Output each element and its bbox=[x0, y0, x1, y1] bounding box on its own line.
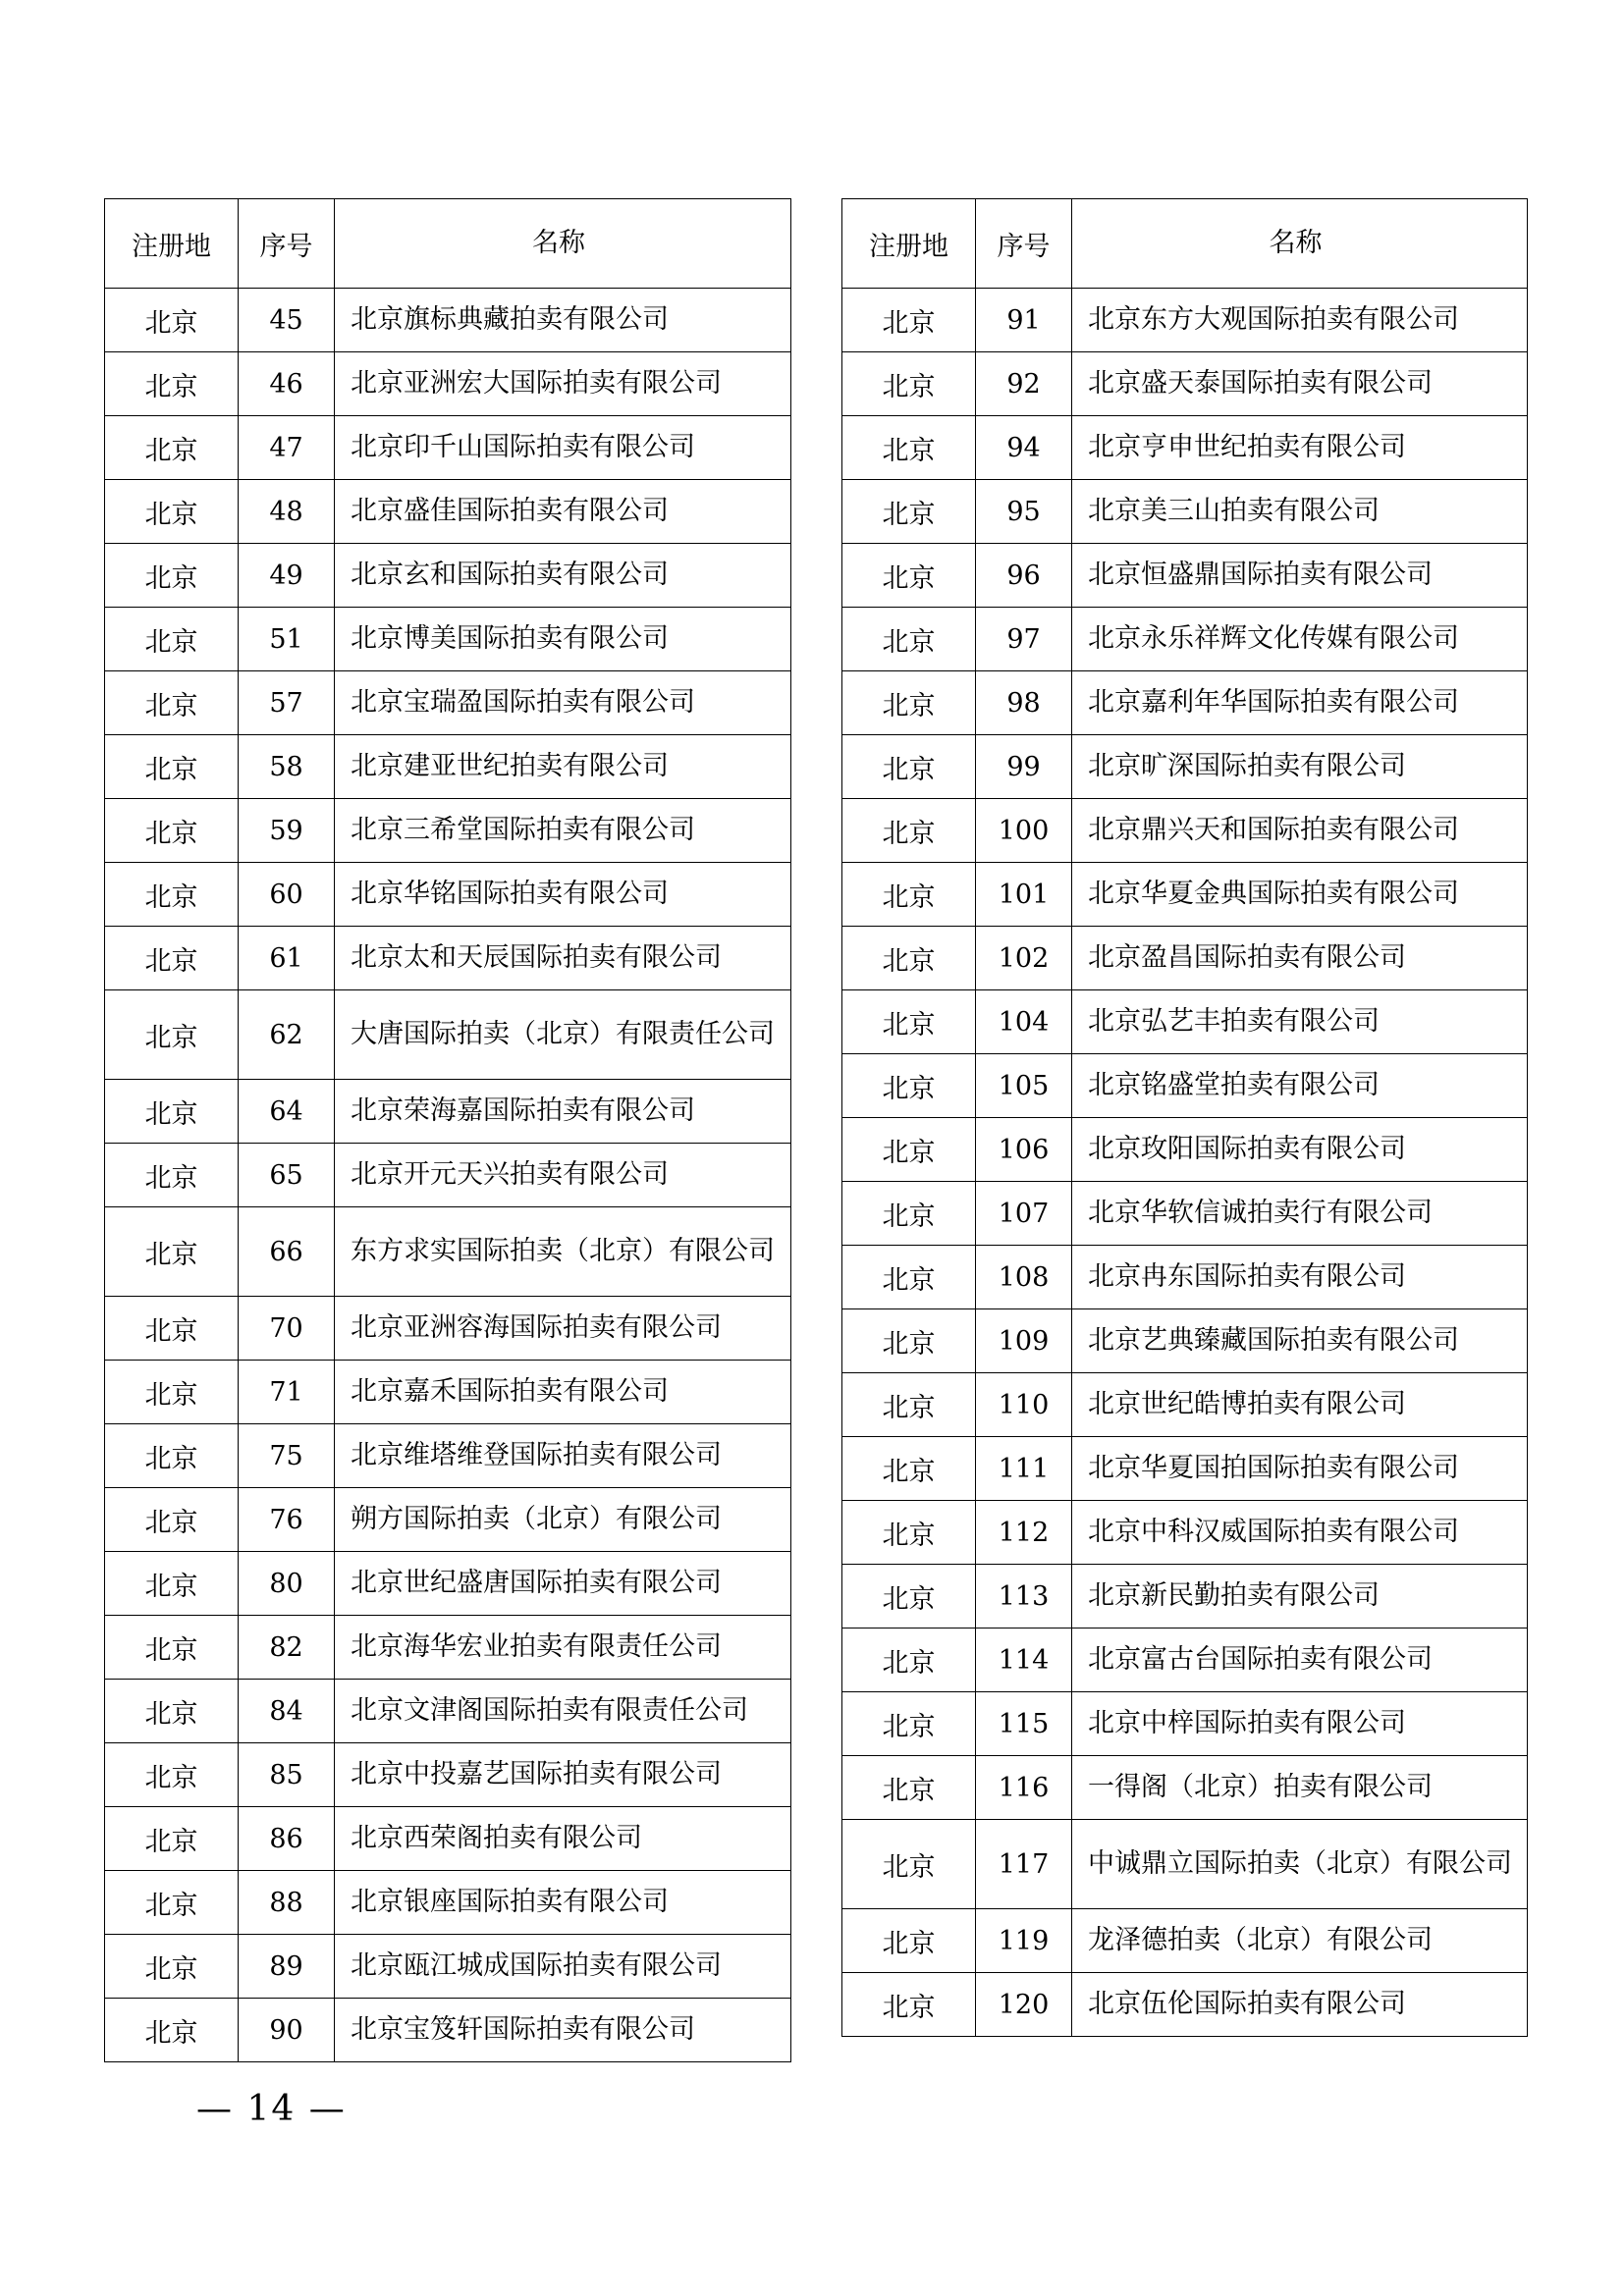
table-row bbox=[842, 1501, 1528, 1565]
cell-name: 北京宝笈轩国际拍卖有限公司 bbox=[335, 1999, 791, 2062]
cell-region: 北京 bbox=[842, 671, 976, 735]
table-row bbox=[105, 480, 791, 544]
cell-seq: 60 bbox=[239, 863, 335, 927]
cell-region: 北京 bbox=[105, 671, 239, 735]
table-row bbox=[842, 1629, 1528, 1692]
cell-region: 北京 bbox=[105, 1616, 239, 1680]
cell-name: 北京华夏国拍国际拍卖有限公司 bbox=[1072, 1437, 1528, 1501]
table-row bbox=[842, 799, 1528, 863]
cell-seq: 109 bbox=[976, 1309, 1072, 1373]
cell-region: 北京 bbox=[105, 608, 239, 671]
cell-name: 北京冉东国际拍卖有限公司 bbox=[1072, 1246, 1528, 1309]
cell-region: 北京 bbox=[842, 352, 976, 416]
cell-region: 北京 bbox=[105, 1935, 239, 1999]
cell-name: 北京盛天泰国际拍卖有限公司 bbox=[1072, 352, 1528, 416]
table-row bbox=[842, 1820, 1528, 1909]
cell-seq: 101 bbox=[976, 863, 1072, 927]
cell-region: 北京 bbox=[105, 416, 239, 480]
cell-seq: 96 bbox=[976, 544, 1072, 608]
cell-name: 北京海华宏业拍卖有限责任公司 bbox=[335, 1616, 791, 1680]
cell-region: 北京 bbox=[842, 289, 976, 352]
cell-region: 北京 bbox=[105, 1552, 239, 1616]
cell-name: 北京美三山拍卖有限公司 bbox=[1072, 480, 1528, 544]
table-row bbox=[842, 1309, 1528, 1373]
cell-seq: 51 bbox=[239, 608, 335, 671]
table-row bbox=[842, 863, 1528, 927]
table-header-row bbox=[842, 199, 1528, 289]
cell-name: 北京恒盛鼎国际拍卖有限公司 bbox=[1072, 544, 1528, 608]
cell-seq: 98 bbox=[976, 671, 1072, 735]
cell-name: 北京荣海嘉国际拍卖有限公司 bbox=[335, 1080, 791, 1144]
cell-name: 北京建亚世纪拍卖有限公司 bbox=[335, 735, 791, 799]
table-row bbox=[105, 1999, 791, 2062]
table-row bbox=[842, 480, 1528, 544]
table-row bbox=[105, 1297, 791, 1361]
cell-region: 北京 bbox=[842, 1973, 976, 2037]
header-name: 名称 bbox=[1072, 199, 1528, 289]
cell-name: 北京华铭国际拍卖有限公司 bbox=[335, 863, 791, 927]
cell-seq: 71 bbox=[239, 1361, 335, 1424]
table-body-left bbox=[105, 289, 791, 2062]
table-row bbox=[105, 735, 791, 799]
page-number: — 14 — bbox=[196, 2089, 347, 2129]
table-row bbox=[105, 1424, 791, 1488]
cell-region: 北京 bbox=[105, 289, 239, 352]
cell-name: 北京华软信诚拍卖行有限公司 bbox=[1072, 1182, 1528, 1246]
cell-region: 北京 bbox=[105, 1207, 239, 1297]
cell-seq: 106 bbox=[976, 1118, 1072, 1182]
cell-region: 北京 bbox=[105, 1144, 239, 1207]
table-row bbox=[842, 352, 1528, 416]
cell-seq: 115 bbox=[976, 1692, 1072, 1756]
cell-region: 北京 bbox=[842, 1909, 976, 1973]
cell-seq: 99 bbox=[976, 735, 1072, 799]
cell-name: 龙泽德拍卖（北京）有限公司 bbox=[1072, 1909, 1528, 1973]
cell-name: 北京中科汉威国际拍卖有限公司 bbox=[1072, 1501, 1528, 1565]
cell-region: 北京 bbox=[105, 799, 239, 863]
cell-region: 北京 bbox=[842, 1820, 976, 1909]
cell-name: 北京华夏金典国际拍卖有限公司 bbox=[1072, 863, 1528, 927]
cell-region: 北京 bbox=[105, 735, 239, 799]
table-row bbox=[842, 1118, 1528, 1182]
cell-name: 北京富古台国际拍卖有限公司 bbox=[1072, 1629, 1528, 1692]
cell-seq: 116 bbox=[976, 1756, 1072, 1820]
cell-region: 北京 bbox=[105, 990, 239, 1080]
cell-seq: 46 bbox=[239, 352, 335, 416]
cell-region: 北京 bbox=[842, 1565, 976, 1629]
table-row bbox=[105, 1361, 791, 1424]
cell-seq: 89 bbox=[239, 1935, 335, 1999]
cell-region: 北京 bbox=[105, 1080, 239, 1144]
cell-seq: 65 bbox=[239, 1144, 335, 1207]
table-row bbox=[842, 1246, 1528, 1309]
cell-name: 北京玫阳国际拍卖有限公司 bbox=[1072, 1118, 1528, 1182]
table-row bbox=[842, 1437, 1528, 1501]
cell-region: 北京 bbox=[842, 1182, 976, 1246]
cell-name: 北京开元天兴拍卖有限公司 bbox=[335, 1144, 791, 1207]
cell-name: 北京艺典臻藏国际拍卖有限公司 bbox=[1072, 1309, 1528, 1373]
cell-region: 北京 bbox=[842, 863, 976, 927]
cell-name: 北京文津阁国际拍卖有限责任公司 bbox=[335, 1680, 791, 1743]
table-row bbox=[105, 1552, 791, 1616]
cell-seq: 91 bbox=[976, 289, 1072, 352]
cell-region: 北京 bbox=[842, 1246, 976, 1309]
cell-region: 北京 bbox=[105, 1361, 239, 1424]
cell-seq: 70 bbox=[239, 1297, 335, 1361]
table-row bbox=[105, 1080, 791, 1144]
table-row bbox=[842, 927, 1528, 990]
table-row bbox=[105, 1616, 791, 1680]
cell-region: 北京 bbox=[105, 863, 239, 927]
table-row bbox=[842, 1909, 1528, 1973]
cell-name: 北京中投嘉艺国际拍卖有限公司 bbox=[335, 1743, 791, 1807]
cell-seq: 62 bbox=[239, 990, 335, 1080]
cell-seq: 112 bbox=[976, 1501, 1072, 1565]
cell-seq: 110 bbox=[976, 1373, 1072, 1437]
table-row bbox=[105, 1680, 791, 1743]
table-row bbox=[105, 1935, 791, 1999]
table-row bbox=[842, 1373, 1528, 1437]
cell-seq: 113 bbox=[976, 1565, 1072, 1629]
table-row bbox=[105, 671, 791, 735]
cell-region: 北京 bbox=[842, 1629, 976, 1692]
table-row bbox=[105, 416, 791, 480]
header-region: 注册地 bbox=[105, 199, 239, 289]
table-row bbox=[105, 927, 791, 990]
cell-name: 北京三希堂国际拍卖有限公司 bbox=[335, 799, 791, 863]
cell-seq: 104 bbox=[976, 990, 1072, 1054]
cell-seq: 61 bbox=[239, 927, 335, 990]
table-row bbox=[842, 1692, 1528, 1756]
cell-seq: 76 bbox=[239, 1488, 335, 1552]
cell-seq: 59 bbox=[239, 799, 335, 863]
cell-seq: 48 bbox=[239, 480, 335, 544]
cell-name: 北京亚洲容海国际拍卖有限公司 bbox=[335, 1297, 791, 1361]
cell-region: 北京 bbox=[105, 1871, 239, 1935]
cell-seq: 57 bbox=[239, 671, 335, 735]
cell-region: 北京 bbox=[842, 1501, 976, 1565]
table-row bbox=[105, 352, 791, 416]
table-row bbox=[842, 608, 1528, 671]
cell-region: 北京 bbox=[842, 608, 976, 671]
cell-name: 朔方国际拍卖（北京）有限公司 bbox=[335, 1488, 791, 1552]
cell-name: 中诚鼎立国际拍卖（北京）有限公司 bbox=[1072, 1820, 1528, 1909]
cell-region: 北京 bbox=[105, 1807, 239, 1871]
cell-region: 北京 bbox=[842, 799, 976, 863]
table-row bbox=[105, 1871, 791, 1935]
cell-seq: 88 bbox=[239, 1871, 335, 1935]
table-row bbox=[842, 671, 1528, 735]
cell-name: 北京瓯江城成国际拍卖有限公司 bbox=[335, 1935, 791, 1999]
cell-name: 北京世纪盛唐国际拍卖有限公司 bbox=[335, 1552, 791, 1616]
table-row bbox=[105, 990, 791, 1080]
cell-region: 北京 bbox=[105, 1424, 239, 1488]
cell-region: 北京 bbox=[842, 1437, 976, 1501]
table-row bbox=[842, 544, 1528, 608]
table-row bbox=[105, 799, 791, 863]
table-row bbox=[105, 1807, 791, 1871]
cell-seq: 94 bbox=[976, 416, 1072, 480]
cell-region: 北京 bbox=[105, 1743, 239, 1807]
cell-name: 北京玄和国际拍卖有限公司 bbox=[335, 544, 791, 608]
cell-name: 北京博美国际拍卖有限公司 bbox=[335, 608, 791, 671]
cell-name: 北京维塔维登国际拍卖有限公司 bbox=[335, 1424, 791, 1488]
cell-name: 北京西荣阁拍卖有限公司 bbox=[335, 1807, 791, 1871]
cell-name: 北京亚洲宏大国际拍卖有限公司 bbox=[335, 352, 791, 416]
cell-seq: 85 bbox=[239, 1743, 335, 1807]
cell-name: 北京伍伦国际拍卖有限公司 bbox=[1072, 1973, 1528, 2037]
table-header-row bbox=[105, 199, 791, 289]
cell-seq: 47 bbox=[239, 416, 335, 480]
cell-seq: 58 bbox=[239, 735, 335, 799]
cell-name: 北京亨申世纪拍卖有限公司 bbox=[1072, 416, 1528, 480]
cell-region: 北京 bbox=[842, 1756, 976, 1820]
cell-seq: 108 bbox=[976, 1246, 1072, 1309]
cell-region: 北京 bbox=[105, 927, 239, 990]
cell-region: 北京 bbox=[842, 1692, 976, 1756]
cell-name: 北京世纪皓博拍卖有限公司 bbox=[1072, 1373, 1528, 1437]
company-table-right bbox=[841, 198, 1528, 2037]
cell-region: 北京 bbox=[842, 990, 976, 1054]
table-row bbox=[842, 416, 1528, 480]
cell-region: 北京 bbox=[105, 1999, 239, 2062]
cell-region: 北京 bbox=[105, 1297, 239, 1361]
cell-seq: 45 bbox=[239, 289, 335, 352]
cell-name: 北京盛佳国际拍卖有限公司 bbox=[335, 480, 791, 544]
table-row bbox=[842, 990, 1528, 1054]
table-row bbox=[842, 289, 1528, 352]
cell-region: 北京 bbox=[842, 927, 976, 990]
cell-name: 北京嘉禾国际拍卖有限公司 bbox=[335, 1361, 791, 1424]
cell-seq: 120 bbox=[976, 1973, 1072, 2037]
cell-seq: 66 bbox=[239, 1207, 335, 1297]
cell-name: 北京中梓国际拍卖有限公司 bbox=[1072, 1692, 1528, 1756]
table-row bbox=[105, 1144, 791, 1207]
cell-name: 北京盈昌国际拍卖有限公司 bbox=[1072, 927, 1528, 990]
cell-seq: 107 bbox=[976, 1182, 1072, 1246]
cell-name: 北京旷深国际拍卖有限公司 bbox=[1072, 735, 1528, 799]
table-row bbox=[842, 1565, 1528, 1629]
cell-region: 北京 bbox=[842, 416, 976, 480]
cell-name: 北京旗标典藏拍卖有限公司 bbox=[335, 289, 791, 352]
table-row bbox=[105, 544, 791, 608]
cell-region: 北京 bbox=[105, 352, 239, 416]
header-region: 注册地 bbox=[842, 199, 976, 289]
cell-region: 北京 bbox=[842, 735, 976, 799]
cell-seq: 64 bbox=[239, 1080, 335, 1144]
cell-name: 北京永乐祥辉文化传媒有限公司 bbox=[1072, 608, 1528, 671]
cell-region: 北京 bbox=[842, 1309, 976, 1373]
cell-name: 大唐国际拍卖（北京）有限责任公司 bbox=[335, 990, 791, 1080]
header-seq: 序号 bbox=[239, 199, 335, 289]
table-row bbox=[105, 289, 791, 352]
company-table-left bbox=[104, 198, 791, 2062]
cell-region: 北京 bbox=[105, 544, 239, 608]
cell-region: 北京 bbox=[105, 1488, 239, 1552]
cell-seq: 80 bbox=[239, 1552, 335, 1616]
cell-seq: 105 bbox=[976, 1054, 1072, 1118]
table-row bbox=[842, 735, 1528, 799]
cell-name: 北京银座国际拍卖有限公司 bbox=[335, 1871, 791, 1935]
cell-name: 北京新民勤拍卖有限公司 bbox=[1072, 1565, 1528, 1629]
header-seq: 序号 bbox=[976, 199, 1072, 289]
cell-name: 东方求实国际拍卖（北京）有限公司 bbox=[335, 1207, 791, 1297]
cell-name: 北京东方大观国际拍卖有限公司 bbox=[1072, 289, 1528, 352]
cell-seq: 84 bbox=[239, 1680, 335, 1743]
table-row bbox=[105, 608, 791, 671]
cell-seq: 82 bbox=[239, 1616, 335, 1680]
table-row bbox=[105, 1743, 791, 1807]
table-row bbox=[842, 1973, 1528, 2037]
cell-name: 北京弘艺丰拍卖有限公司 bbox=[1072, 990, 1528, 1054]
cell-name: 一得阁（北京）拍卖有限公司 bbox=[1072, 1756, 1528, 1820]
cell-seq: 97 bbox=[976, 608, 1072, 671]
cell-seq: 49 bbox=[239, 544, 335, 608]
header-name: 名称 bbox=[335, 199, 791, 289]
cell-region: 北京 bbox=[842, 544, 976, 608]
cell-seq: 100 bbox=[976, 799, 1072, 863]
table-row bbox=[842, 1756, 1528, 1820]
cell-seq: 111 bbox=[976, 1437, 1072, 1501]
cell-name: 北京嘉利年华国际拍卖有限公司 bbox=[1072, 671, 1528, 735]
table-row bbox=[105, 1207, 791, 1297]
cell-seq: 102 bbox=[976, 927, 1072, 990]
cell-seq: 90 bbox=[239, 1999, 335, 2062]
cell-seq: 86 bbox=[239, 1807, 335, 1871]
cell-seq: 92 bbox=[976, 352, 1072, 416]
table-row bbox=[105, 863, 791, 927]
cell-name: 北京宝瑞盈国际拍卖有限公司 bbox=[335, 671, 791, 735]
table-row bbox=[842, 1054, 1528, 1118]
cell-name: 北京铭盛堂拍卖有限公司 bbox=[1072, 1054, 1528, 1118]
cell-region: 北京 bbox=[842, 1373, 976, 1437]
table-body-right bbox=[842, 289, 1528, 2037]
cell-name: 北京鼎兴天和国际拍卖有限公司 bbox=[1072, 799, 1528, 863]
table-row bbox=[842, 1182, 1528, 1246]
cell-region: 北京 bbox=[842, 1054, 976, 1118]
cell-name: 北京太和天辰国际拍卖有限公司 bbox=[335, 927, 791, 990]
cell-region: 北京 bbox=[105, 1680, 239, 1743]
cell-name: 北京印千山国际拍卖有限公司 bbox=[335, 416, 791, 480]
cell-seq: 119 bbox=[976, 1909, 1072, 1973]
cell-region: 北京 bbox=[842, 1118, 976, 1182]
cell-seq: 114 bbox=[976, 1629, 1072, 1692]
cell-region: 北京 bbox=[842, 480, 976, 544]
cell-seq: 75 bbox=[239, 1424, 335, 1488]
table-row bbox=[105, 1488, 791, 1552]
cell-seq: 95 bbox=[976, 480, 1072, 544]
cell-region: 北京 bbox=[105, 480, 239, 544]
cell-seq: 117 bbox=[976, 1820, 1072, 1909]
